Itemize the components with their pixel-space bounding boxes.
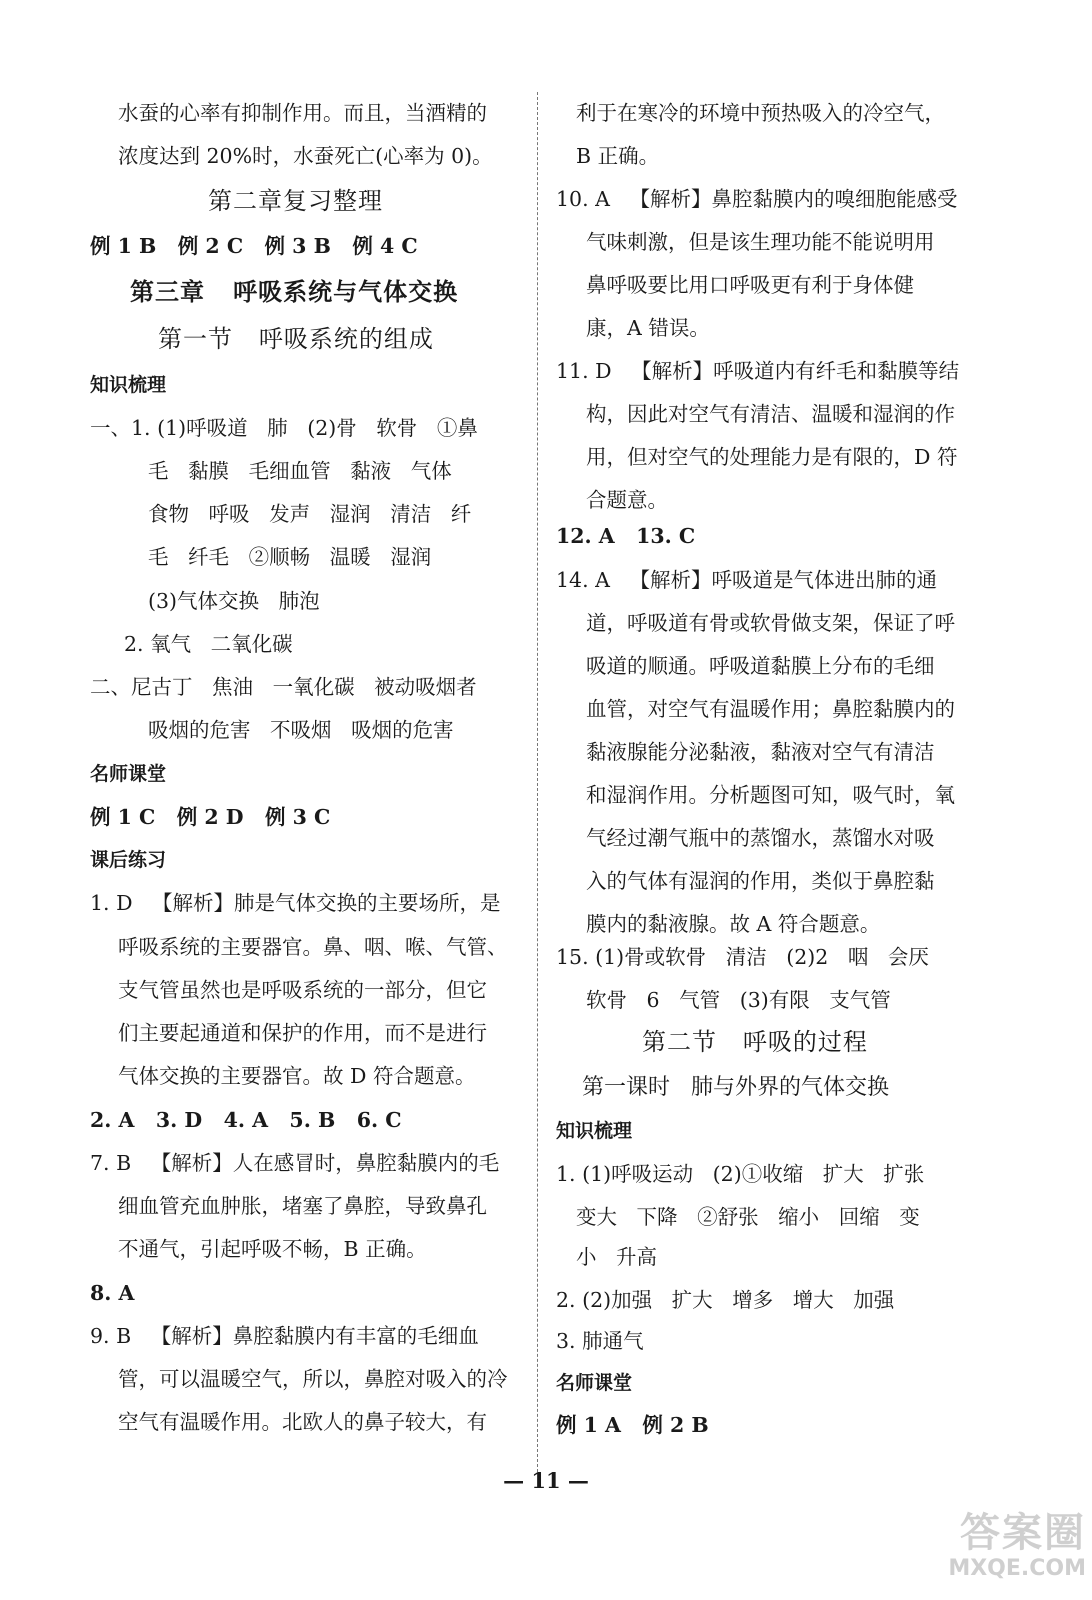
- label-knowledge: 知识梳理: [556, 1120, 633, 1142]
- page-number: — 11 —: [503, 1468, 589, 1493]
- answer-line: 10. A 【解析】鼻腔黏膜内的嗅细胞能感受: [556, 187, 958, 211]
- answer-line: 软骨 6 气管 (3)有限 支气管: [586, 988, 891, 1012]
- answer-line: 14. A 【解析】呼吸道是气体进出肺的通: [556, 568, 937, 592]
- answer-line: 合题意。: [586, 488, 668, 512]
- text-line: 浓度达到 20%时，水蚕死亡(心率为 0)。: [118, 144, 493, 168]
- answer-line: 构，因此对空气有清洁、温暖和湿润的作: [586, 402, 955, 426]
- knowledge-line: 3. 肺通气: [556, 1329, 644, 1353]
- answer-line: 气体交换的主要器官。故 D 符合题意。: [118, 1064, 476, 1088]
- answer-line: 吸道的顺通。呼吸道黏膜上分布的毛细: [586, 654, 935, 678]
- teacher-examples: 例 1 C 例 2 D 例 3 C: [90, 805, 331, 829]
- heading-section1: 第一节 呼吸系统的组成: [158, 325, 434, 353]
- answer-line: 细血管充血肿胀，堵塞了鼻腔，导致鼻孔: [118, 1194, 487, 1218]
- answer-line: 7. B 【解析】人在感冒时，鼻腔黏膜内的毛: [90, 1151, 500, 1175]
- answer-line: 利于在寒冷的环境中预热吸入的冷空气，: [576, 101, 945, 125]
- heading-section2: 第二节 呼吸的过程: [642, 1028, 868, 1056]
- answer-line: 呼吸系统的主要器官。鼻、咽、喉、气管、: [118, 935, 508, 959]
- answer-line: 不通气，引起呼吸不畅，B 正确。: [118, 1237, 427, 1261]
- label-teacher-class: 名师课堂: [90, 763, 167, 785]
- heading-chapter2-review: 第二章复习整理: [208, 187, 383, 215]
- heading-lesson1: 第一课时 肺与外界的气体交换: [582, 1075, 889, 1100]
- answer-line: 9. B 【解析】鼻腔黏膜内有丰富的毛细血: [90, 1324, 479, 1348]
- knowledge-line: 变大 下降 ②舒张 缩小 回缩 变: [576, 1205, 920, 1229]
- answer-line: 12. A 13. C: [556, 524, 696, 548]
- answer-line: 支气管虽然也是呼吸系统的一部分，但它: [118, 978, 487, 1002]
- knowledge-line: 二、尼古丁 焦油 一氧化碳 被动吸烟者: [90, 675, 477, 699]
- answer-line: 11. D 【解析】呼吸道内有纤毛和黏膜等结: [556, 359, 960, 383]
- answer-line: 管，可以温暖空气，所以，鼻腔对吸入的冷: [118, 1367, 508, 1391]
- knowledge-line: 吸烟的危害 不吸烟 吸烟的危害: [148, 718, 454, 742]
- label-after-class: 课后练习: [90, 849, 167, 871]
- answer-line: 膜内的黏液腺。故 A 符合题意。: [586, 912, 881, 936]
- answer-line: 鼻呼吸要比用口呼吸更有利于身体健: [586, 273, 914, 297]
- answer-line: B 正确。: [576, 144, 660, 168]
- heading-chapter3: 第三章 呼吸系统与气体交换: [130, 277, 459, 306]
- answer-line: 和湿润作用。分析题图可知，吸气时，氧: [586, 783, 955, 807]
- knowledge-line: 小 升高: [576, 1245, 658, 1269]
- answer-line: 气味刺激，但是该生理功能不能说明用: [586, 230, 935, 254]
- knowledge-line: 毛 黏膜 毛细血管 黏液 气体: [148, 459, 452, 483]
- answer-line: 道，呼吸道有骨或软骨做支架，保证了呼: [586, 611, 955, 635]
- answer-line: 1. D 【解析】肺是气体交换的主要场所，是: [90, 891, 501, 915]
- answer-line: 血管，对空气有温暖作用；鼻腔黏膜内的: [586, 697, 955, 721]
- answer-line: 入的气体有湿润的作用，类似于鼻腔黏: [586, 869, 935, 893]
- teacher-examples: 例 1 A 例 2 B: [556, 1413, 709, 1437]
- knowledge-line: 一、1. (1)呼吸道 肺 (2)骨 软骨 ①鼻: [90, 416, 478, 440]
- answer-line: 15. (1)骨或软骨 清洁 (2)2 咽 会厌: [556, 945, 929, 969]
- knowledge-line: (3)气体交换 肺泡: [148, 589, 320, 613]
- label-teacher-class: 名师课堂: [556, 1372, 633, 1394]
- knowledge-line: 2. (2)加强 扩大 增多 增大 加强: [556, 1288, 895, 1312]
- answer-line: 们主要起通道和保护的作用，而不是进行: [118, 1021, 487, 1045]
- answer-line: 黏液腺能分泌黏液，黏液对空气有清洁: [586, 740, 935, 764]
- answer-line: 用，但对空气的处理能力是有限的，D 符: [586, 445, 958, 469]
- knowledge-line: 2. 氧气 二氧化碳: [124, 632, 293, 656]
- text-line: 水蚕的心率有抑制作用。而且，当酒精的: [118, 101, 487, 125]
- answer-line: 8. A: [90, 1281, 135, 1305]
- watermark-url: MXQE.COM: [948, 1556, 1086, 1581]
- review-examples: 例 1 B 例 2 C 例 3 B 例 4 C: [90, 234, 418, 258]
- answer-line: 气经过潮气瓶中的蒸馏水，蒸馏水对吸: [586, 826, 935, 850]
- answer-line: 空气有温暖作用。北欧人的鼻子较大，有: [118, 1410, 487, 1434]
- answer-line: 2. A 3. D 4. A 5. B 6. C: [90, 1108, 402, 1132]
- answer-line: 康，A 错误。: [586, 316, 710, 340]
- watermark-brand: 答案圈: [960, 1510, 1086, 1556]
- watermark-logo: [906, 1510, 1086, 1590]
- knowledge-line: 1. (1)呼吸运动 (2)①收缩 扩大 扩张: [556, 1162, 925, 1186]
- label-knowledge: 知识梳理: [90, 374, 167, 396]
- knowledge-line: 食物 呼吸 发声 湿润 清洁 纤: [148, 502, 472, 526]
- knowledge-line: 毛 纤毛 ②顺畅 温暖 湿润: [148, 545, 432, 569]
- column-divider: [537, 92, 538, 1472]
